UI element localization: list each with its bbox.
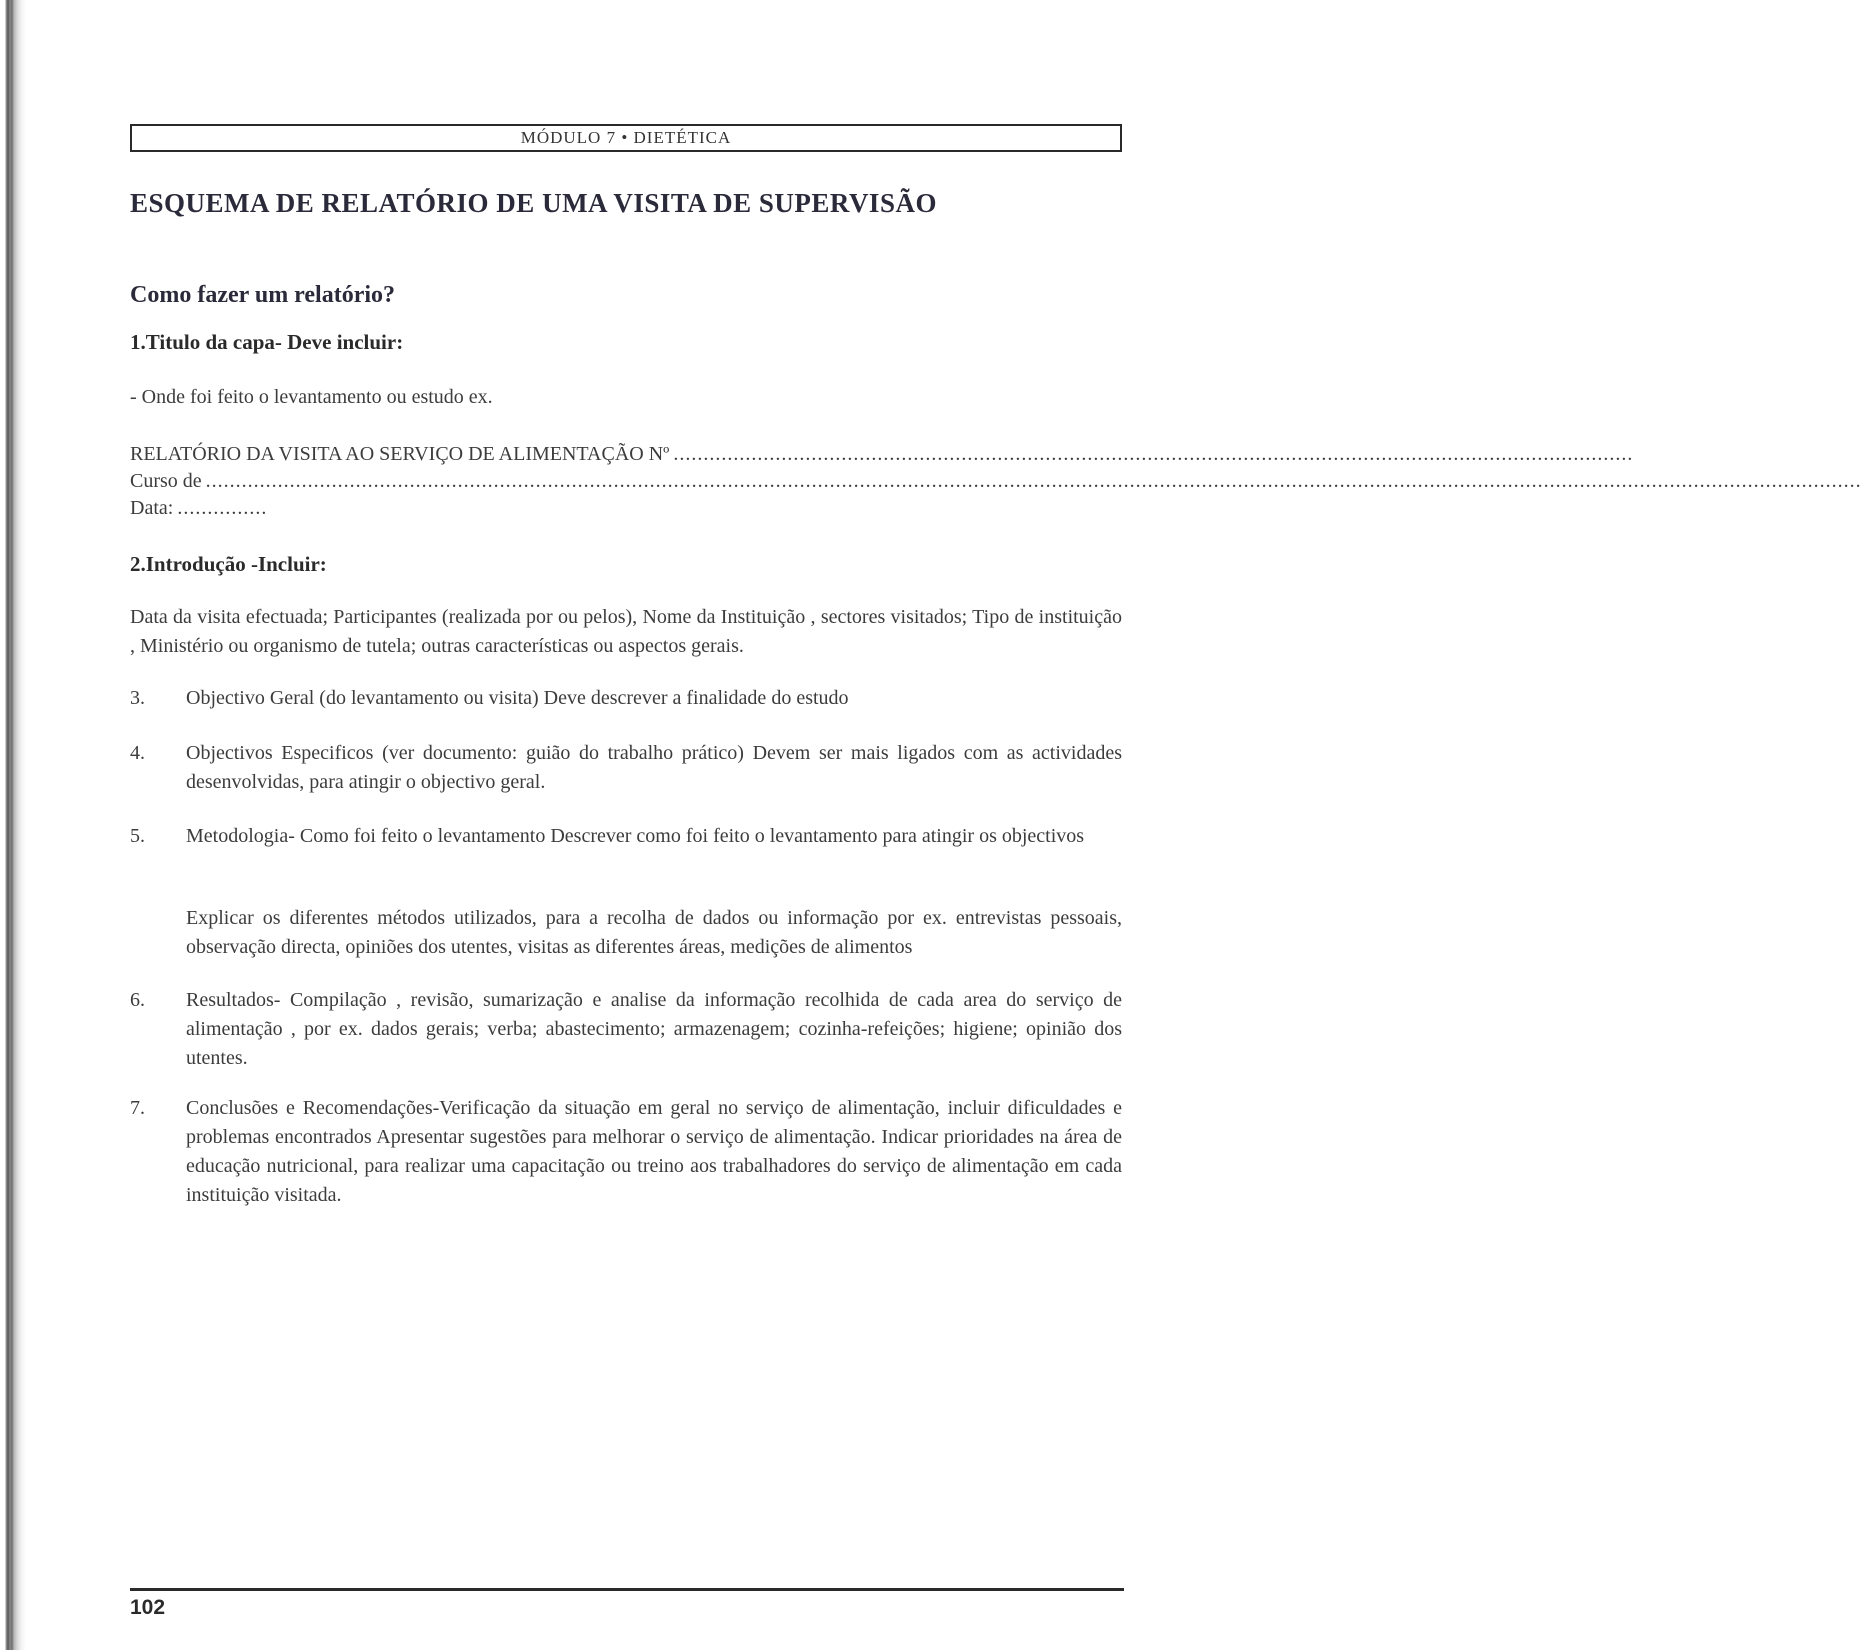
page-subtitle: Como fazer um relatório? [130, 282, 396, 308]
item-text-metodologia-detail: Explicar os diferentes métodos utilizados, para a recolha de dados ou informação por ex. entrevistas pessoais, observação directa, opiniões dos utentes, visitas as diferentes áreas, medições de alimentos [186, 907, 1122, 958]
item-number: 4. [130, 742, 145, 764]
item-number: 6. [130, 989, 145, 1011]
item-text-objectivo-geral: Objectivo Geral (do levantamento ou visita) Deve descrever a finalidade do estudo [186, 687, 849, 709]
scan-binding-edge [0, 0, 26, 1650]
fill-line-label: Data: [130, 497, 174, 519]
item-text-metodologia: Metodologia- Como foi feito o levantamento Descrever como foi feito o levantamento para atingir os objectivos [186, 825, 1085, 847]
fill-line-report-number [130, 440, 1634, 468]
fill-line-label: Curso de [130, 470, 202, 492]
fill-dots: ................................................................................................................................................................ [673, 443, 1634, 465]
page-title: ESQUEMA DE RELATÓRIO DE UMA VISITA DE SUPERVISÃO [130, 188, 937, 218]
footer-divider [130, 1588, 1124, 1591]
item-number: 7. [130, 1097, 145, 1119]
fill-line-course [130, 467, 1862, 495]
fill-dots: .................................................................................................................................................................................................................................................................................... [205, 470, 1862, 492]
page-number: 102 [130, 1596, 166, 1619]
section-2-heading: 2.Introdução -Incluir: [130, 552, 327, 576]
section-2-text: Data da visita efectuada; Participantes (realizada por ou pelos), Nome da Instituição , sectores visitados; Tipo de instituição , Ministério ou organismo de tutela; outras características ou aspectos gerais. [130, 606, 1122, 657]
fill-dots: ............... [177, 497, 268, 519]
section-1-heading: 1.Titulo da capa- Deve incluir: [130, 330, 404, 354]
fill-line-label: RELATÓRIO DA VISITA AO SERVIÇO DE ALIMENTAÇÃO Nº [130, 443, 670, 465]
module-label: MÓDULO 7 • DIETÉTICA [520, 128, 732, 147]
item-text-resultados: Resultados- Compilação , revisão, sumarização e analise da informação recolhida de cada area do serviço de alimentação , por ex. dados gerais; verba; abastecimento; armazenagem; cozinha-refeições; higiene; opinião dos utentes. [186, 989, 1122, 1069]
item-number: 3. [130, 687, 145, 709]
fill-line-date [130, 494, 1120, 522]
section-1-text: - Onde foi feito o levantamento ou estudo ex. [130, 386, 493, 408]
item-text-conclusoes: Conclusões e Recomendações-Verificação da situação em geral no serviço de alimentação, incluir dificuldades e problemas encontrados Apresentar sugestões para melhorar o serviço de alimentação. Indicar prioridades na área de educação nutricional, para realizar uma capacitação ou treino aos trabalhadores do serviço de alimentação em cada instituição visitada. [186, 1097, 1122, 1206]
item-text-objectivos-especificos: Objectivos Especificos (ver documento: guião do trabalho prático) Devem ser mais ligados com as actividades desenvolvidas, para atingir o objectivo geral. [186, 742, 1122, 793]
module-header [130, 124, 1122, 152]
item-number: 5. [130, 825, 145, 847]
